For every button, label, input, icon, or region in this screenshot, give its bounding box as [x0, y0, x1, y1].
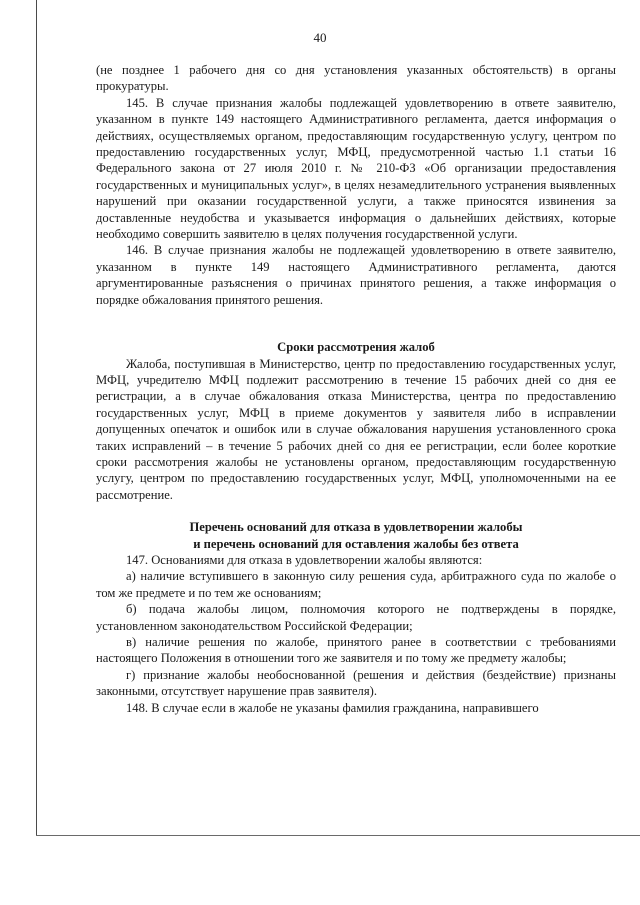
paragraph-145: 145. В случае признания жалобы подлежащей удовлетворению в ответе заявителю, указанном в пункте 149 настоящего Административного регламента, дается информация о действиях, осуществляемых органом, предоставляющим государственную услугу, центром по предоставлению государственных услуг, МФЦ, предусмотренной частью 1.1 статьи 16 Федерального закона от 27 июля 2010 г. № 210-ФЗ «Об организации предоставления государственных и муниципальных услуг», в целях незамедлительного устранения выявленных нарушений при оказании государственной услуги, а также приносятся извинения за доставленные неудобства и указывается информация о дальнейших действиях, которые необходимо совершить заявителю в целях получения государственной услуги. [96, 95, 616, 242]
section-heading-refusal-line2: и перечень оснований для оставления жалобы без ответа [193, 536, 519, 551]
list-item-v: в) наличие решения по жалобе, принятого ранее в соответствии с требованиями настоящего Положения в отношении того же заявителя и по тому же предмету жалобы; [96, 635, 616, 666]
list-item-a: а) наличие вступившего в законную силу решения суда, арбитражного суда по жалобе о том же предмете и по тем же основаниям; [96, 569, 616, 600]
scan-border-left [36, 0, 37, 835]
paragraph-continuation: (не позднее 1 рабочего дня со дня установления указанных обстоятельств) в органы прокуратуры. [96, 63, 616, 94]
scan-border-bottom [36, 835, 640, 836]
list-item-g: г) признание жалобы необоснованной (решения и действия (бездействие) признаны законными, отсутствует нарушение прав заявителя). [96, 667, 616, 699]
paragraph-146: 146. В случае признания жалобы не подлежащей удовлетворению в ответе заявителю, указанном в пункте 149 настоящего Административного регламента, даются аргументированные разъяснения о причинах принятого решения, а также информация о порядке обжалования принятого решения. [96, 243, 616, 307]
document-body [96, 62, 616, 716]
section-heading-refusal-line1: Перечень оснований для отказа в удовлетворении жалобы [189, 520, 523, 535]
list-item-b: б) подача жалобы лицом, полномочия которого не подтверждены в порядке, установленном законодательством Российской Федерации; [96, 602, 616, 633]
paragraph-148: 148. В случае если в жалобе не указаны фамилия гражданина, направившего [126, 700, 539, 715]
section-heading-review-terms: Сроки рассмотрения жалоб [277, 340, 435, 355]
paragraph-review-terms: Жалоба, поступившая в Министерство, центр по предоставлению государственных услуг, МФЦ, учредителю МФЦ подлежит рассмотрению в течение 15 рабочих дней со дня ее регистрации, а в случае обжалования отказа Министерства, центра по предоставлению государственных услуг, МФЦ в приеме документов у заявителя либо в исправлении допущенных опечаток и ошибок или в случае обжалования нарушения установленного срока таких исправлений – в течение 5 рабочих дней со дня ее регистрации, если более короткие сроки рассмотрения жалобы не установлены органом, предоставляющим государственную услугу, центром по предоставлению государственных услуг, МФЦ, уполномоченными на ее рассмотрение. [96, 356, 616, 502]
page-number: 40 [313, 30, 327, 45]
paragraph-147: 147. Основаниями для отказа в удовлетворении жалобы являются: [126, 552, 483, 567]
